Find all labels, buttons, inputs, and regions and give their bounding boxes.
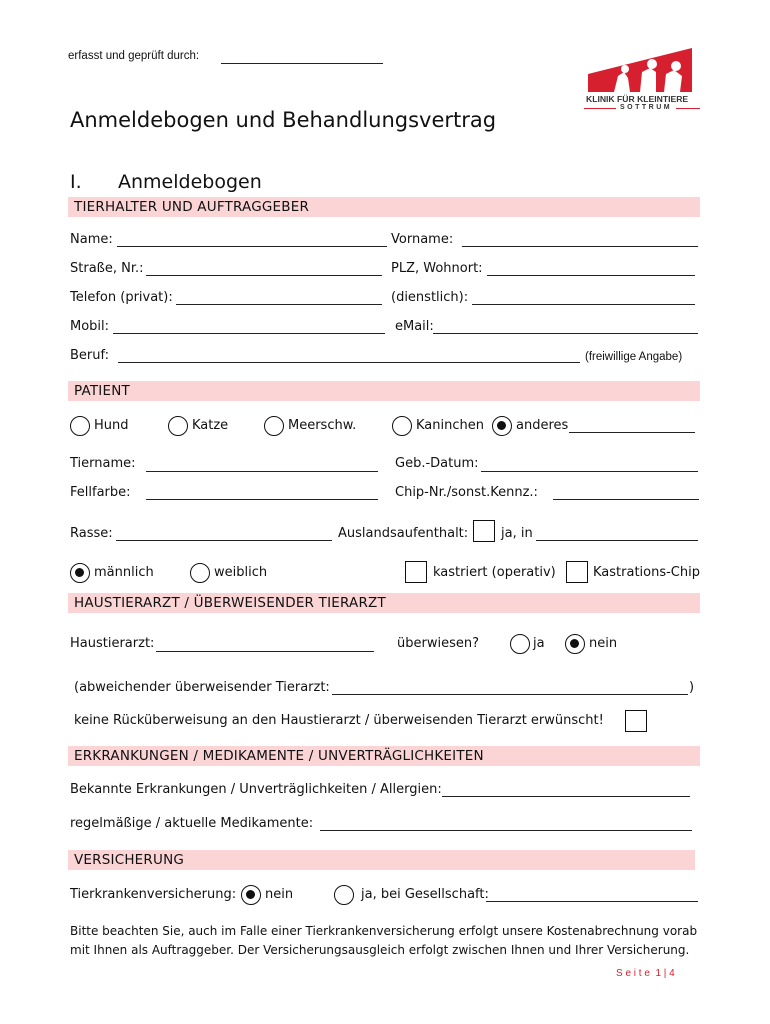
fur-color-label: Fellfarbe: <box>70 485 131 500</box>
job-field[interactable] <box>118 362 580 363</box>
vet-section-title: HAUSTIERARZT / ÜBERWEISENDER TIERARZT <box>74 595 386 611</box>
insurance-yes-radio[interactable] <box>334 885 354 905</box>
insurance-no-radio[interactable] <box>241 885 261 905</box>
neutered-checkbox[interactable] <box>405 561 427 583</box>
neuter-chip-checkbox[interactable] <box>566 561 588 583</box>
home-vet-field[interactable] <box>156 651 374 652</box>
patient-section-header <box>68 381 700 401</box>
mobile-field[interactable] <box>113 333 385 334</box>
insurance-section-header <box>68 850 695 870</box>
street-field[interactable] <box>146 275 382 276</box>
clinic-logo-icon <box>584 42 700 94</box>
known-illness-field[interactable] <box>442 796 690 797</box>
sex-male-label: männlich <box>94 565 154 580</box>
species-other-field[interactable] <box>569 432 695 433</box>
no-report-checkbox[interactable] <box>625 710 647 732</box>
referred-no-radio[interactable] <box>565 634 585 654</box>
logo-location: SOTTRUM <box>616 104 676 111</box>
first-name-field[interactable] <box>462 246 698 247</box>
breed-field[interactable] <box>116 540 332 541</box>
name-label: Name: <box>70 232 113 247</box>
referred-yes-radio[interactable] <box>510 634 530 654</box>
animal-name-label: Tiername: <box>70 456 136 471</box>
referred-yes-label: ja <box>533 636 545 651</box>
name-field[interactable] <box>117 246 387 247</box>
illness-section-title: ERKRANKUNGEN / MEDIKAMENTE / UNVERTRÄGLICHKEITEN <box>74 748 484 764</box>
breed-label: Rasse: <box>70 526 113 541</box>
footer-note-line-2: mit Ihnen als Auftraggeber. Der Versicherungsausgleich erfolgt zwischen Ihnen und Ihrer Versicherung. <box>70 943 690 957</box>
phone-work-label: (dienstlich): <box>391 290 469 305</box>
illness-section-header <box>68 746 700 766</box>
abroad-country-field[interactable] <box>536 540 698 541</box>
referred-no-label: nein <box>589 636 618 651</box>
fur-color-field[interactable] <box>146 499 378 500</box>
first-name-label: Vorname: <box>391 232 454 247</box>
captured-by-line[interactable] <box>221 63 383 64</box>
zip-city-label: PLZ, Wohnort: <box>391 261 483 276</box>
street-label: Straße, Nr.: <box>70 261 144 276</box>
insurance-yes-label: ja, bei Gesellschaft: <box>361 887 489 902</box>
patient-section-title: PATIENT <box>74 383 130 399</box>
insurance-label: Tierkrankenversicherung: <box>70 887 237 902</box>
abroad-checkbox[interactable] <box>473 520 495 542</box>
job-label: Beruf: <box>70 348 109 363</box>
species-rabbit-radio[interactable] <box>392 416 412 436</box>
captured-by-label: erfasst und geprüft durch: <box>68 50 200 62</box>
insurance-section-title: VERSICHERUNG <box>74 852 185 868</box>
known-illness-label: Bekannte Erkrankungen / Unverträglichkeiten / Allergien: <box>70 782 442 797</box>
medication-label: regelmäßige / aktuelle Medikamente: <box>70 816 314 831</box>
no-report-label: keine Rücküberweisung an den Haustierarzt / überweisenden Tierarzt erwünscht! <box>74 713 604 728</box>
other-vet-close: ) <box>689 680 695 695</box>
phone-private-field[interactable] <box>176 304 382 305</box>
abroad-yes-label: ja, in <box>501 526 533 541</box>
species-cat-radio[interactable] <box>168 416 188 436</box>
sex-female-radio[interactable] <box>190 563 210 583</box>
page-number: S e i t e 1 | 4 <box>616 968 675 979</box>
owner-section-title: TIERHALTER UND AUFTRAGGEBER <box>74 199 310 215</box>
owner-section-header <box>68 197 700 217</box>
chip-field[interactable] <box>553 499 699 500</box>
referred-label: überwiesen? <box>397 636 479 651</box>
email-label: eMail: <box>395 319 434 334</box>
species-other-radio[interactable] <box>492 416 512 436</box>
other-vet-label: (abweichender überweisender Tierarzt: <box>74 680 330 695</box>
insurance-no-label: nein <box>265 887 294 902</box>
phone-private-label: Telefon (privat): <box>70 290 173 305</box>
abroad-label: Auslandsaufenthalt: <box>338 526 469 541</box>
sex-male-radio[interactable] <box>70 563 90 583</box>
species-guinea-pig-label: Meerschw. <box>288 418 357 433</box>
optional-note: (freiwillige Angabe) <box>585 351 683 363</box>
insurance-company-field[interactable] <box>486 901 698 902</box>
email-field[interactable] <box>433 333 698 334</box>
section-title: Anmeldebogen <box>118 171 262 193</box>
page-title: Anmeldebogen und Behandlungsvertrag <box>70 108 497 132</box>
mobile-label: Mobil: <box>70 319 110 334</box>
zip-city-field[interactable] <box>487 275 695 276</box>
species-dog-label: Hund <box>94 418 129 433</box>
section-number: I. <box>70 171 82 193</box>
species-guinea-pig-radio[interactable] <box>264 416 284 436</box>
species-cat-label: Katze <box>192 418 229 433</box>
animal-name-field[interactable] <box>146 471 378 472</box>
other-vet-field[interactable] <box>332 694 688 695</box>
birth-date-field[interactable] <box>481 471 698 472</box>
medication-field[interactable] <box>320 830 692 831</box>
home-vet-label: Haustierarzt: <box>70 636 155 651</box>
species-dog-radio[interactable] <box>70 416 90 436</box>
species-other-label: anderes <box>516 418 569 433</box>
clinic-logo <box>584 42 700 118</box>
neutered-label: kastriert (operativ) <box>433 565 556 580</box>
phone-work-field[interactable] <box>472 304 695 305</box>
footer-note-line-1: Bitte beachten Sie, auch im Falle einer Tierkrankenversicherung erfolgt unsere Kostenabrechnung vorab <box>70 924 698 938</box>
sex-female-label: weiblich <box>214 565 268 580</box>
logo-name: KLINIK FÜR KLEINTIERE <box>586 94 689 104</box>
chip-label: Chip-Nr./sonst.Kennz.: <box>395 485 538 500</box>
vet-section-header <box>68 593 700 613</box>
neuter-chip-label: Kastrations-Chip <box>593 565 700 580</box>
birth-date-label: Geb.-Datum: <box>395 456 479 471</box>
species-rabbit-label: Kaninchen <box>416 418 484 433</box>
